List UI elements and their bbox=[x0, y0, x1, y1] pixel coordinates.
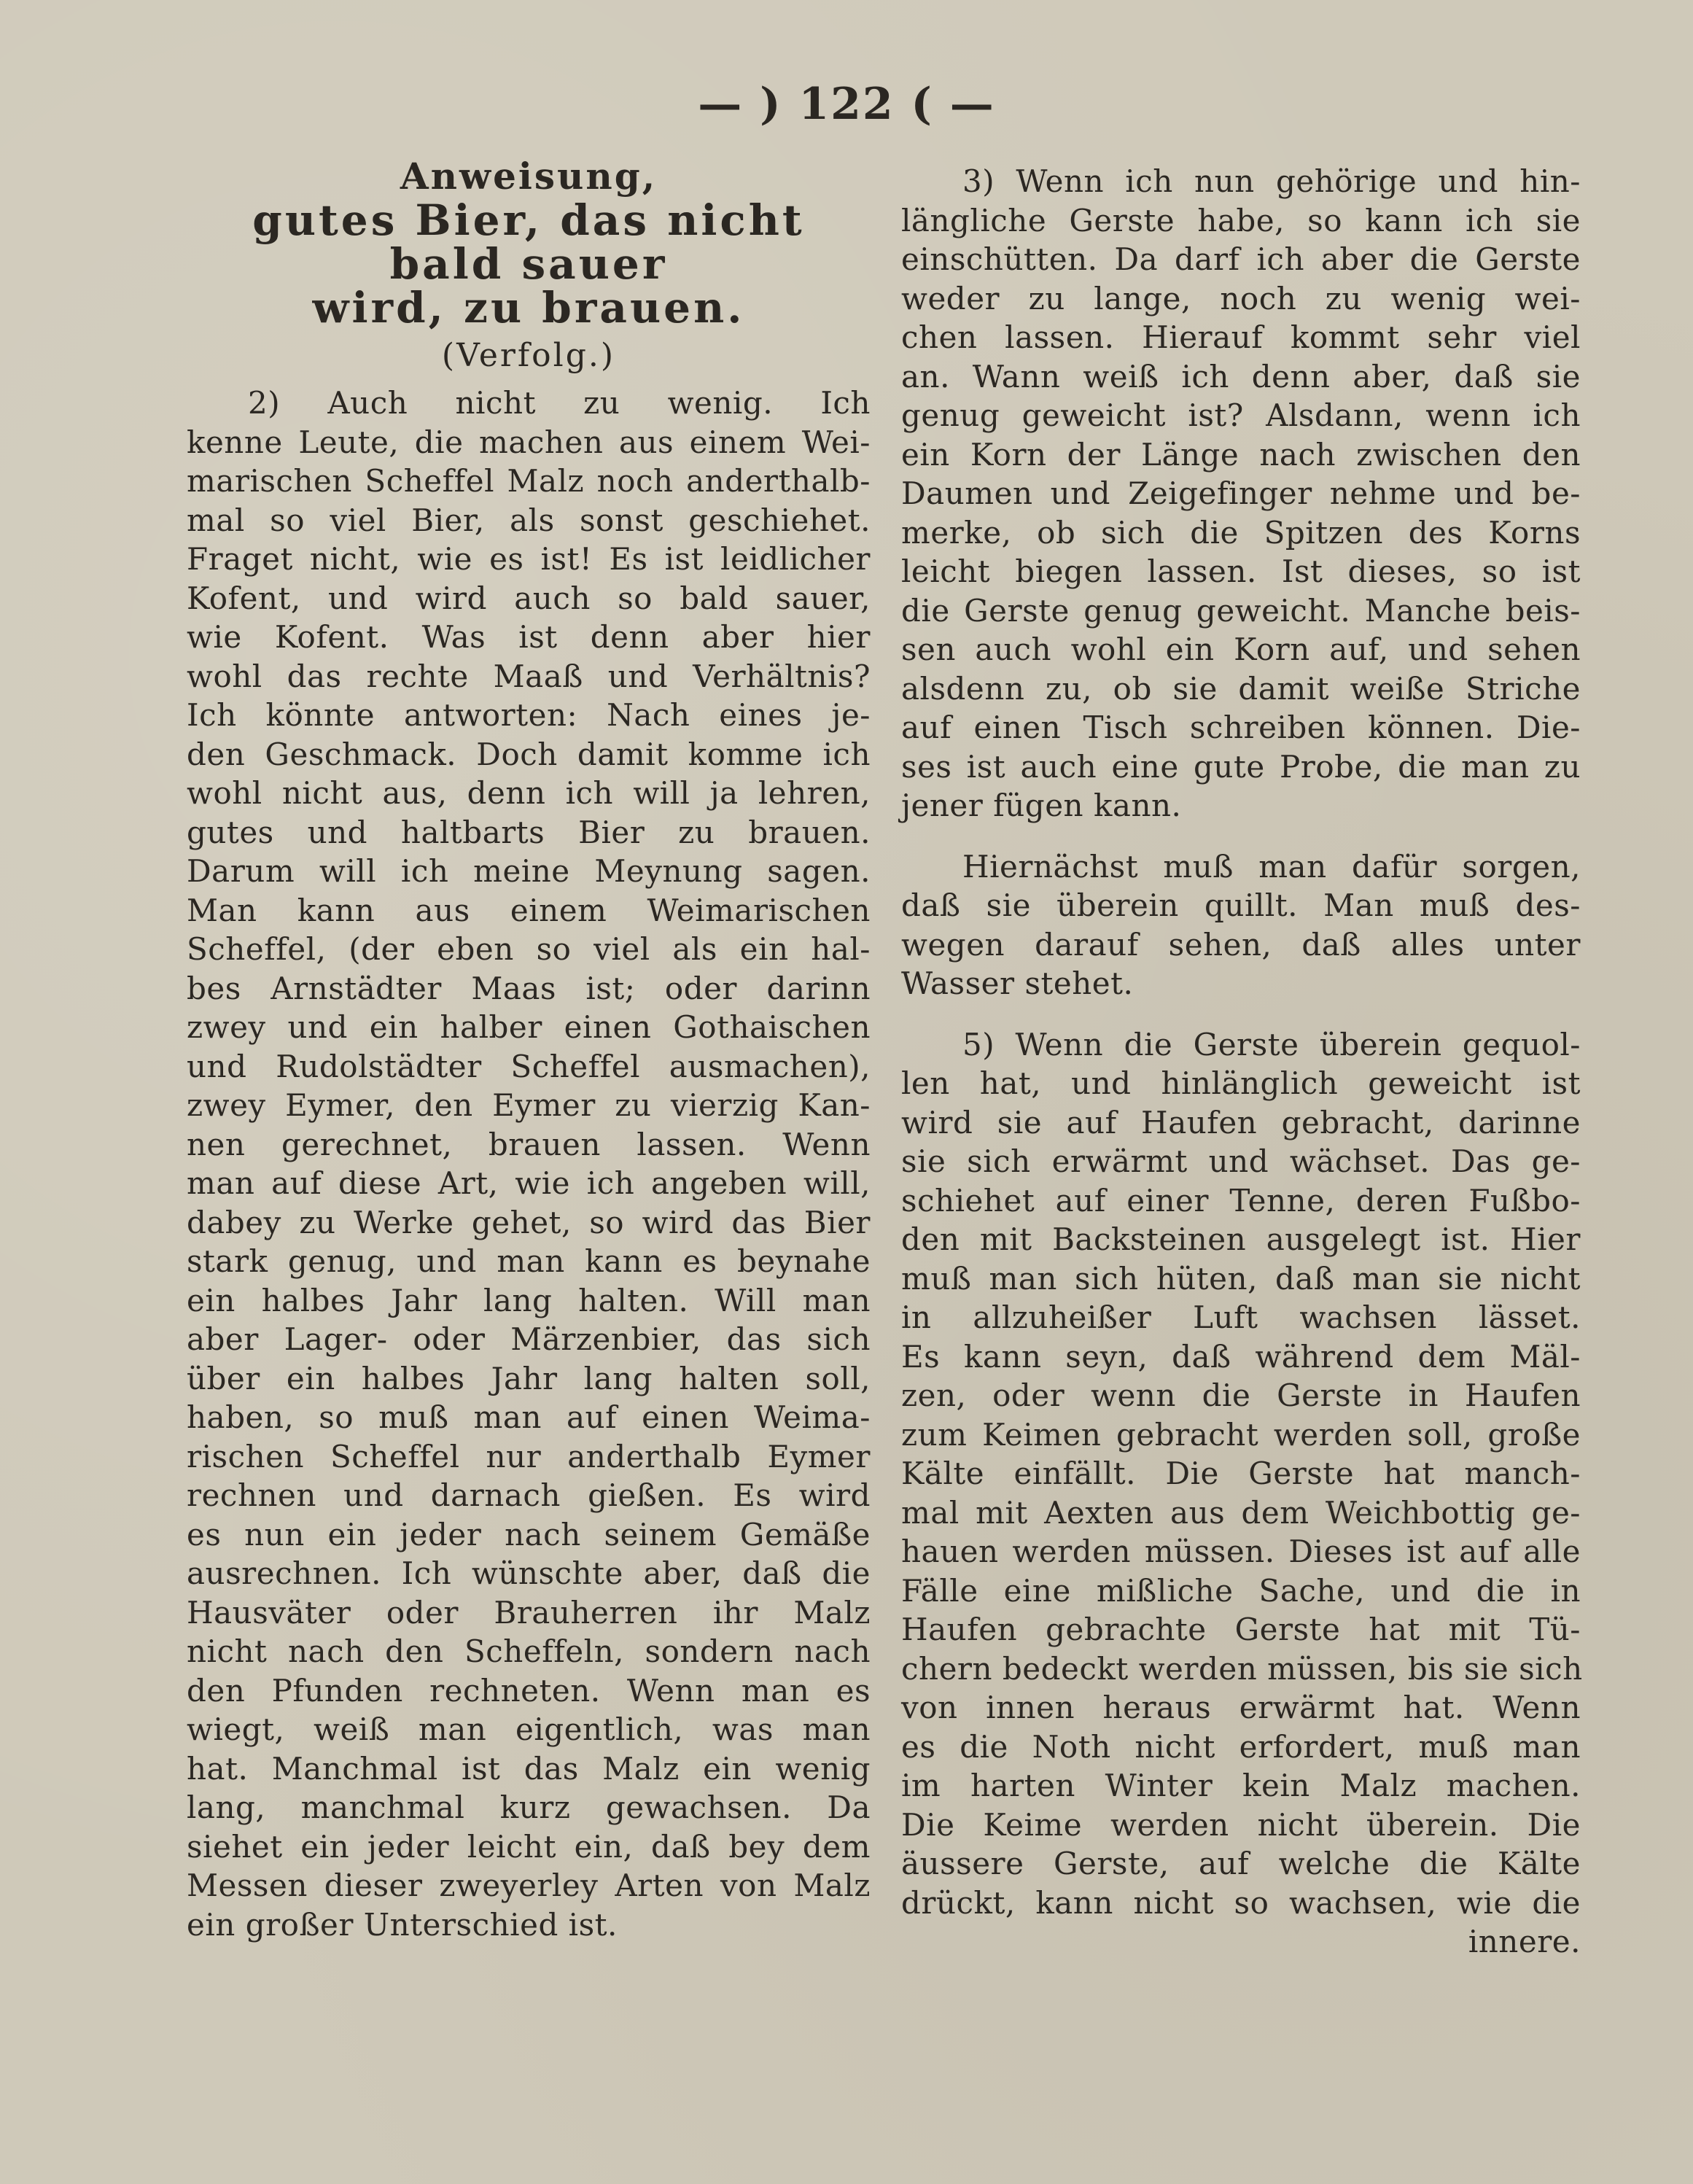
text-line: merke, ob sich die Spitzen des Korns bbox=[901, 514, 1581, 551]
text-line: und Rudolstädter Scheffel ausmachen), bbox=[187, 1048, 871, 1084]
text-line: stark genug, und man kann es beynahe bbox=[187, 1243, 871, 1279]
text-line: Wasser stehet. bbox=[901, 965, 1134, 1001]
text-line: im harten Winter kein Malz machen. bbox=[901, 1768, 1581, 1803]
text-line: marischen Scheffel Malz noch anderthalb- bbox=[187, 463, 871, 499]
text-line: auf einen Tisch schreiben können. Die- bbox=[901, 710, 1581, 745]
text-line: es nun ein jeder nach seinem Gemäße bbox=[187, 1516, 871, 1552]
text-line: Darum will ich meine Meynung sagen. bbox=[187, 853, 871, 889]
article-title bbox=[187, 155, 871, 378]
text-line: alsdenn zu, ob sie damit weiße Striche bbox=[901, 670, 1581, 707]
text-line: Kälte einfällt. Die Gerste hat manch- bbox=[901, 1456, 1581, 1491]
text-line: rischen Scheffel nur anderthalb Eymer bbox=[187, 1438, 871, 1474]
text-line: genug geweicht ist? Alsdann, wenn ich bbox=[901, 397, 1581, 433]
title-line: Anweisung, bbox=[400, 155, 658, 198]
text-line: aber Lager- oder Märzenbier, das sich bbox=[187, 1321, 871, 1357]
text-line: ein großer Unterschied ist. bbox=[187, 1906, 618, 1943]
text-line: leicht biegen lassen. Ist dieses, so ist bbox=[901, 553, 1581, 589]
text-line: kenne Leute, die machen aus einem Wei- bbox=[187, 424, 871, 460]
text-line: bes Arnstädter Maas ist; oder darinn bbox=[187, 970, 871, 1006]
text-line: muß man sich hüten, daß man sie nicht bbox=[901, 1260, 1581, 1297]
paragraph-section-2 bbox=[187, 384, 871, 1944]
text-line: hat. Manchmal ist das Malz ein wenig bbox=[187, 1750, 871, 1787]
text-line: nen gerechnet, brauen lassen. Wenn bbox=[187, 1126, 871, 1162]
text-line: zen, oder wenn die Gerste in Haufen bbox=[901, 1377, 1581, 1413]
text-line: einschütten. Da darf ich aber die Gerste bbox=[901, 241, 1581, 277]
text-line: wohl nicht aus, denn ich will ja lehren, bbox=[187, 775, 871, 811]
text-line: zwey Eymer, den Eymer zu vierzig Kan- bbox=[187, 1087, 871, 1123]
title-line: gutes Bier, das nicht bald sauer bbox=[252, 195, 805, 289]
text-line: äussere Gerste, auf welche die Kälte bbox=[901, 1846, 1581, 1881]
text-line: sie sich erwärmt und wächset. Das ge- bbox=[901, 1143, 1581, 1179]
text-line: mal mit Aexten aus dem Weichbottig ge- bbox=[901, 1494, 1581, 1531]
paragraph-section-3 bbox=[901, 162, 1581, 825]
text-line: von innen heraus erwärmt hat. Wenn bbox=[901, 1690, 1581, 1725]
text-line: hauen werden müssen. Dieses ist auf alle bbox=[901, 1534, 1581, 1569]
text-line: an. Wann weiß ich denn aber, daß sie bbox=[901, 358, 1581, 395]
text-line: Hiernächst muß man dafür sorgen, bbox=[962, 848, 1581, 885]
page-number-header: — ) 122 ( — bbox=[698, 79, 995, 130]
left-column bbox=[187, 155, 871, 1944]
text-line: ausrechnen. Ich wünschte aber, daß die bbox=[187, 1555, 871, 1591]
text-line: haben, so muß man auf einen Weima- bbox=[187, 1399, 871, 1435]
text-line: längliche Gerste habe, so kann ich sie bbox=[901, 202, 1581, 238]
text-line: len hat, und hinlänglich geweicht ist bbox=[901, 1065, 1581, 1101]
text-line: Scheffel, (der eben so viel als ein hal- bbox=[187, 931, 871, 967]
text-line: 5) Wenn die Gerste überein gequol- bbox=[962, 1026, 1581, 1062]
text-line: innere. bbox=[1468, 1924, 1581, 1959]
text-line: 3) Wenn ich nun gehörige und hin- bbox=[962, 163, 1581, 199]
text-line: Fälle eine mißliche Sache, und die in bbox=[901, 1572, 1581, 1609]
text-line: nicht nach den Scheffeln, sondern nach bbox=[187, 1633, 871, 1669]
text-line: Es kann seyn, daß während dem Mäl- bbox=[901, 1338, 1581, 1375]
text-line: sen auch wohl ein Korn auf, und sehen bbox=[901, 632, 1581, 667]
text-line: ein Korn der Länge nach zwischen den bbox=[901, 436, 1581, 473]
text-line: chen lassen. Hierauf kommt sehr viel bbox=[901, 319, 1581, 355]
text-line: wiegt, weiß man eigentlich, was man bbox=[187, 1711, 871, 1747]
text-line: jener fügen kann. bbox=[901, 788, 1182, 823]
text-line: Hausväter oder Brauherren ihr Malz bbox=[187, 1594, 871, 1631]
text-line: wohl das rechte Maaß und Verhältnis? bbox=[187, 658, 871, 694]
text-line: chern bedeckt werden müssen, bis sie sich bbox=[901, 1650, 1583, 1687]
text-line: siehet ein jeder leicht ein, daß bey dem bbox=[187, 1828, 871, 1865]
title-line: wird, zu brauen. bbox=[312, 283, 745, 333]
text-line: man auf diese Art, wie ich angeben will, bbox=[187, 1165, 871, 1201]
text-line: Messen dieser zweyerley Arten von Malz bbox=[187, 1868, 871, 1903]
paragraph-section-4 bbox=[901, 847, 1581, 1003]
text-line: 2) Auch nicht zu wenig. Ich bbox=[248, 385, 871, 421]
text-line: drückt, kann nicht so wachsen, wie die bbox=[901, 1884, 1581, 1921]
text-line: in allzuheißer Luft wachsen lässet. bbox=[901, 1299, 1581, 1335]
text-line: den Geschmack. Doch damit komme ich bbox=[187, 736, 871, 772]
text-line: dabey zu Werke gehet, so wird das Bier bbox=[187, 1204, 871, 1240]
continuation-note: (Verfolg.) bbox=[441, 337, 616, 374]
text-line: lang, manchmal kurz gewachsen. Da bbox=[187, 1789, 871, 1825]
text-line: Daumen und Zeigefinger nehme und be- bbox=[901, 475, 1581, 511]
text-line: zwey und ein halber einen Gothaischen bbox=[187, 1009, 871, 1045]
text-line: Kofent, und wird auch so bald sauer, bbox=[187, 580, 871, 616]
text-line: mal so viel Bier, als sonst geschiehet. bbox=[187, 502, 871, 538]
text-line: zum Keimen gebracht werden soll, große bbox=[901, 1416, 1581, 1453]
text-line: über ein halbes Jahr lang halten soll, bbox=[187, 1360, 871, 1396]
text-line: es die Noth nicht erfordert, muß man bbox=[901, 1728, 1581, 1765]
text-line: weder zu lange, noch zu wenig wei- bbox=[901, 280, 1581, 316]
right-column bbox=[901, 162, 1581, 1962]
text-line: wegen darauf sehen, daß alles unter bbox=[901, 926, 1581, 963]
text-line: schiehet auf einer Tenne, deren Fußbo- bbox=[901, 1182, 1581, 1219]
text-line: wird sie auf Haufen gebracht, darinne bbox=[901, 1104, 1581, 1140]
text-line: die Gerste genug geweicht. Manche beis- bbox=[901, 592, 1581, 629]
text-line: gutes und haltbarts Bier zu brauen. bbox=[187, 814, 871, 850]
text-line: Haufen gebrachte Gerste hat mit Tü- bbox=[901, 1612, 1581, 1647]
text-line: daß sie überein quillt. Man muß des- bbox=[901, 887, 1581, 923]
text-line: Ich könnte antworten: Nach eines je- bbox=[187, 697, 871, 733]
text-line: rechnen und darnach gießen. Es wird bbox=[187, 1477, 871, 1513]
text-line: ses ist auch eine gute Probe, die man zu bbox=[901, 748, 1581, 785]
text-line: den Pfunden rechneten. Wenn man es bbox=[187, 1672, 871, 1709]
text-line: Die Keime werden nicht überein. Die bbox=[901, 1806, 1581, 1843]
text-line: Man kann aus einem Weimarischen bbox=[187, 892, 871, 928]
text-line: den mit Backsteinen ausgelegt ist. Hier bbox=[901, 1221, 1581, 1257]
paragraph-section-5 bbox=[901, 1025, 1581, 1962]
text-line: Fraget nicht, wie es ist! Es ist leidlicher bbox=[187, 541, 871, 577]
text-line: wie Kofent. Was ist denn aber hier bbox=[187, 619, 871, 655]
text-line: ein halbes Jahr lang halten. Will man bbox=[187, 1282, 871, 1318]
